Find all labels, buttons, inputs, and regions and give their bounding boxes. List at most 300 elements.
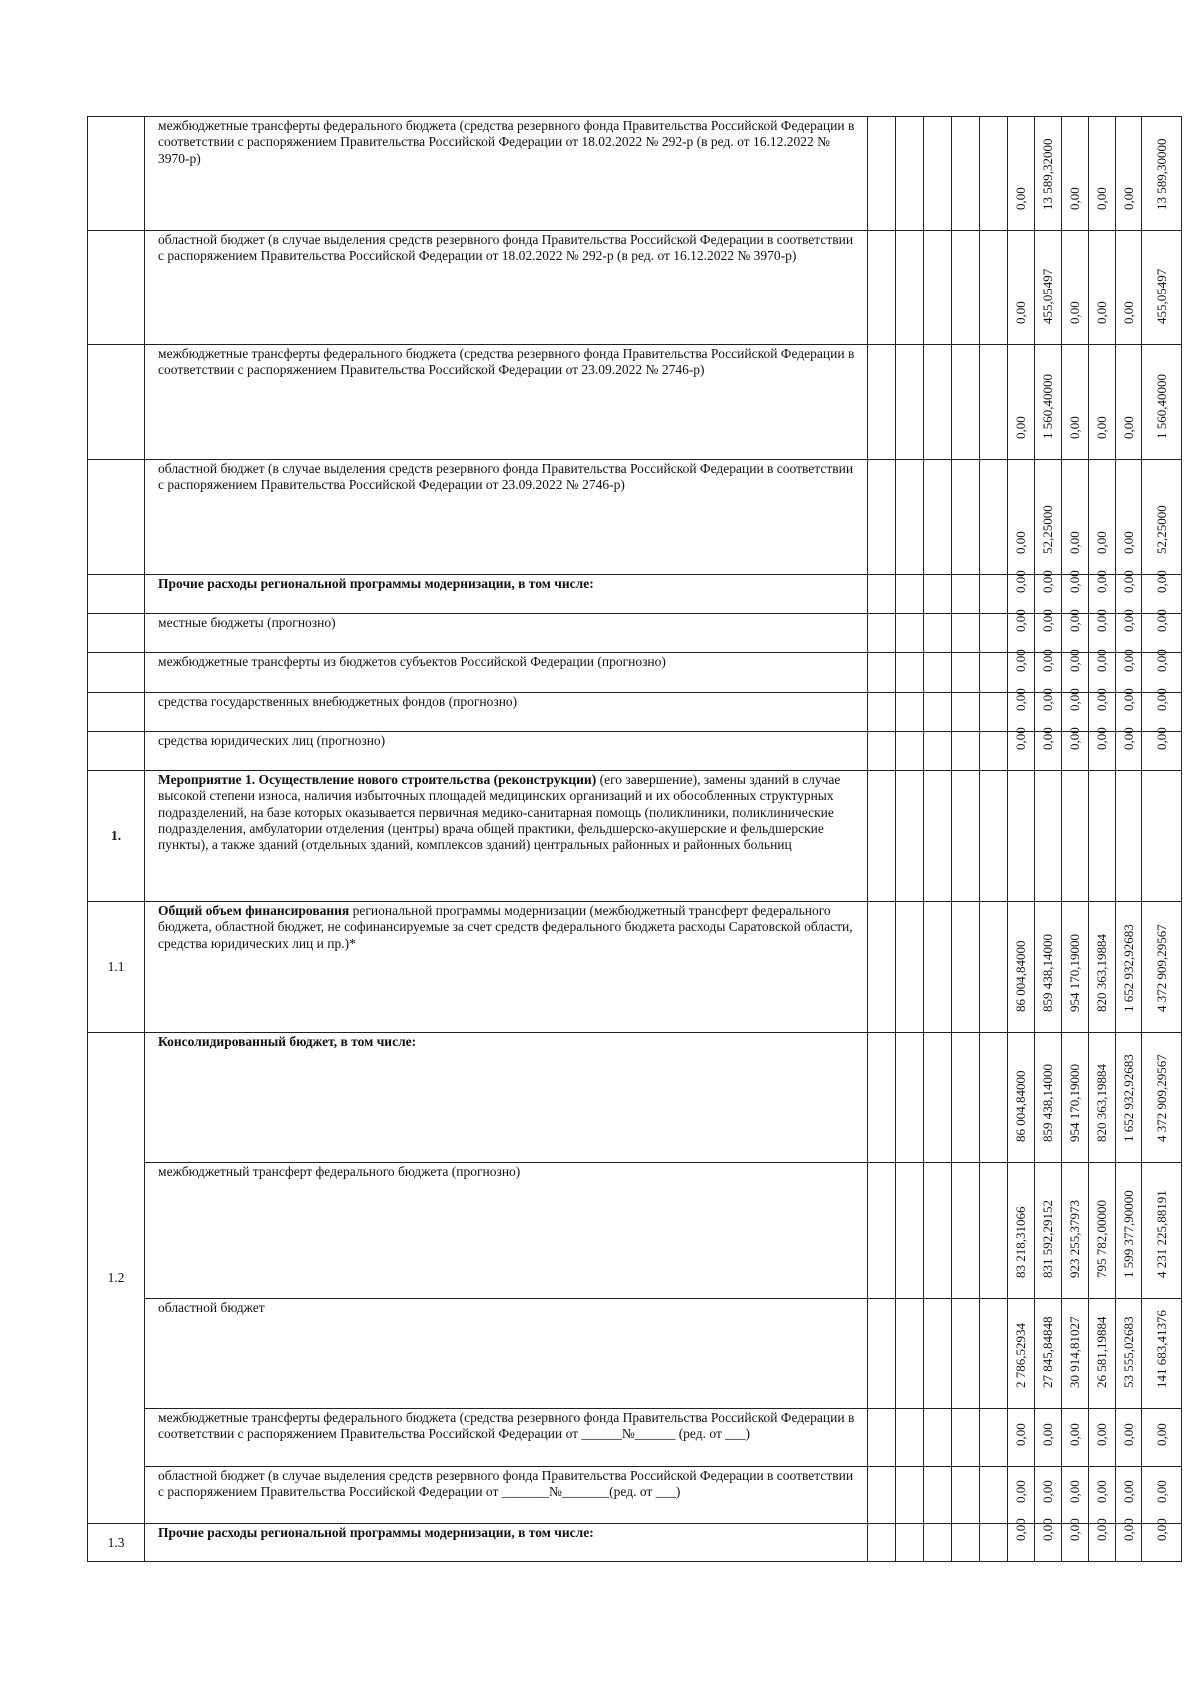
value-cell-year-3 bbox=[1061, 117, 1088, 231]
empty-cell bbox=[979, 345, 1007, 460]
empty-cell bbox=[923, 1033, 951, 1163]
value-text: 0,00 bbox=[1012, 416, 1028, 439]
empty-cell bbox=[895, 575, 923, 614]
row-bold-label: Прочие расходы региональной программы модернизации, в том числе: bbox=[158, 576, 594, 591]
value-text: 53 555,02683 bbox=[1120, 1316, 1136, 1388]
value-text: 83 218,31066 bbox=[1012, 1206, 1028, 1278]
value-text: 2 786,52934 bbox=[1012, 1323, 1028, 1388]
value-cell-year-1 bbox=[1007, 460, 1034, 575]
table-row bbox=[88, 345, 1182, 460]
value-cell-year-3 bbox=[1061, 231, 1088, 345]
value-cell-year-1 bbox=[1007, 1518, 1034, 1562]
value-cell-year-1 bbox=[1007, 117, 1034, 231]
value-cell-year-2 bbox=[1034, 570, 1061, 614]
row-number bbox=[88, 345, 145, 460]
value-text: 0,00 bbox=[1039, 688, 1055, 711]
value-cell-year-3 bbox=[1061, 570, 1088, 614]
value-text: 0,00 bbox=[1012, 727, 1028, 750]
value-cell-year-4 bbox=[1088, 1163, 1115, 1299]
value-text: 0,00 bbox=[1120, 1423, 1136, 1446]
value-text: 0,00 bbox=[1153, 688, 1169, 711]
value-text: 0,00 bbox=[1066, 187, 1082, 210]
empty-cell bbox=[951, 231, 979, 345]
value-text: 26 581,19884 bbox=[1093, 1316, 1109, 1388]
value-cell-year-5 bbox=[1115, 1299, 1142, 1409]
table-row bbox=[88, 732, 1182, 771]
empty-cell bbox=[979, 1524, 1007, 1562]
value-cell-year-1 bbox=[1007, 345, 1034, 460]
row-bold-label: Консолидированный бюджет, в том числе: bbox=[158, 1034, 417, 1049]
value-cell-total bbox=[1142, 1518, 1182, 1562]
value-text: 0,00 bbox=[1066, 416, 1082, 439]
value-cell-year-4 bbox=[1088, 688, 1115, 732]
value-text: 0,00 bbox=[1012, 609, 1028, 632]
value-cell-year-5 bbox=[1115, 1163, 1142, 1299]
row-description bbox=[145, 1524, 868, 1562]
value-text: 859 438,14000 bbox=[1039, 934, 1055, 1012]
value-cell-year-3 bbox=[1061, 460, 1088, 575]
empty-cell bbox=[895, 1409, 923, 1467]
value-cell-year-4 bbox=[1088, 1299, 1115, 1409]
row-description bbox=[145, 771, 868, 902]
value-cell-year-4 bbox=[1088, 1467, 1115, 1524]
row-description bbox=[145, 1409, 868, 1467]
value-text: 0,00 bbox=[1093, 727, 1109, 750]
value-text: 4 231 225,88191 bbox=[1153, 1190, 1169, 1278]
value-cell-year-1 bbox=[1007, 1467, 1034, 1524]
value-cell-year-1 bbox=[1007, 688, 1034, 732]
value-text: 0,00 bbox=[1012, 531, 1028, 554]
value-cell-year-4 bbox=[1088, 117, 1115, 231]
empty-cell bbox=[923, 117, 951, 231]
value-text: 0,00 bbox=[1012, 301, 1028, 324]
empty-cell bbox=[895, 231, 923, 345]
row-text: средства государственных внебюджетных фондов (прогнозно) bbox=[158, 694, 518, 709]
value-text: 0,00 bbox=[1120, 531, 1136, 554]
value-text: 86 004,84000 bbox=[1012, 940, 1028, 1012]
value-text: 0,00 bbox=[1093, 1480, 1109, 1503]
value-cell-year-2 bbox=[1034, 771, 1061, 902]
row-description bbox=[145, 693, 868, 732]
row-text: межбюджетные трансферты из бюджетов субъектов Российской Федерации (прогнозно) bbox=[158, 654, 666, 669]
empty-cell bbox=[923, 732, 951, 771]
value-cell-total bbox=[1142, 345, 1182, 460]
empty-cell bbox=[951, 345, 979, 460]
empty-cell bbox=[951, 575, 979, 614]
value-text: 0,00 bbox=[1153, 609, 1169, 632]
value-cell-year-5 bbox=[1115, 117, 1142, 231]
empty-cell bbox=[951, 117, 979, 231]
empty-cell bbox=[979, 1163, 1007, 1299]
empty-cell bbox=[895, 345, 923, 460]
table-row bbox=[88, 1163, 1182, 1299]
table-row bbox=[88, 1467, 1182, 1524]
row-text: межбюджетные трансферты федерального бюджета (средства резервного фонда Правительства Российской Федерации в соответствии с распоряжением Правительства Российской Федерации от 18.02.2022 № 292-р (в ред. от 16.12.2022 № 3970-р) bbox=[158, 118, 855, 166]
empty-cell bbox=[923, 614, 951, 653]
value-text: 4 372 909,29567 bbox=[1153, 924, 1169, 1012]
empty-cell bbox=[867, 902, 895, 1033]
empty-cell bbox=[867, 1163, 895, 1299]
empty-cell bbox=[979, 732, 1007, 771]
empty-cell bbox=[923, 1524, 951, 1562]
empty-cell bbox=[867, 231, 895, 345]
empty-cell bbox=[895, 902, 923, 1033]
value-cell-year-2 bbox=[1034, 460, 1061, 575]
row-number bbox=[88, 117, 145, 231]
empty-cell bbox=[895, 1163, 923, 1299]
value-cell-year-5 bbox=[1115, 1033, 1142, 1163]
empty-cell bbox=[867, 693, 895, 732]
value-text: 0,00 bbox=[1153, 570, 1169, 593]
empty-cell bbox=[979, 771, 1007, 902]
value-text: 0,00 bbox=[1120, 649, 1136, 672]
value-text: 0,00 bbox=[1093, 649, 1109, 672]
value-cell-year-1 bbox=[1007, 1163, 1034, 1299]
value-cell-total bbox=[1142, 1409, 1182, 1467]
value-cell-year-2 bbox=[1034, 117, 1061, 231]
value-text: 0,00 bbox=[1066, 727, 1082, 750]
value-text: 0,00 bbox=[1039, 1423, 1055, 1446]
value-cell-total bbox=[1142, 1299, 1182, 1409]
table-row bbox=[88, 1409, 1182, 1467]
empty-cell bbox=[979, 614, 1007, 653]
value-text: 0,00 bbox=[1039, 1480, 1055, 1503]
value-text: 86 004,84000 bbox=[1012, 1070, 1028, 1142]
value-text: 954 170,19000 bbox=[1066, 934, 1082, 1012]
value-cell-year-3 bbox=[1061, 688, 1088, 732]
row-text: средства юридических лиц (прогнозно) bbox=[158, 733, 386, 748]
row-text: областной бюджет (в случае выделения средств резервного фонда Правительства Российской Федерации в соответствии с распоряжением Правительства Российской Федерации от _______№_______(ред. от ___) bbox=[158, 1468, 854, 1500]
empty-cell bbox=[979, 575, 1007, 614]
value-cell-year-4 bbox=[1088, 1409, 1115, 1467]
value-cell-year-5 bbox=[1115, 570, 1142, 614]
empty-cell bbox=[867, 653, 895, 693]
table-row bbox=[88, 1299, 1182, 1409]
row-description bbox=[145, 231, 868, 345]
empty-cell bbox=[979, 693, 1007, 732]
value-text: 0,00 bbox=[1093, 609, 1109, 632]
value-cell-total bbox=[1142, 1033, 1182, 1163]
value-cell-year-4 bbox=[1088, 902, 1115, 1033]
empty-cell bbox=[923, 1299, 951, 1409]
empty-cell bbox=[923, 345, 951, 460]
value-cell-year-3 bbox=[1061, 727, 1088, 771]
row-text: региональной программы модернизации (межбюджетный трансферт федерального бюджета, областной бюджет, не софинансируемые за счет средств федерального бюджета расходы Саратовской области, средства юридических лиц и пр.)* bbox=[158, 903, 853, 951]
value-cell-total bbox=[1142, 688, 1182, 732]
value-text: 0,00 bbox=[1012, 1423, 1028, 1446]
row-description bbox=[145, 575, 868, 614]
value-text: 820 363,19884 bbox=[1093, 1064, 1109, 1142]
value-cell-total bbox=[1142, 1467, 1182, 1524]
value-cell-year-3 bbox=[1061, 1518, 1088, 1562]
value-text: 0,00 bbox=[1093, 570, 1109, 593]
row-description bbox=[145, 117, 868, 231]
value-cell-year-3 bbox=[1061, 1467, 1088, 1524]
value-text: 0,00 bbox=[1066, 301, 1082, 324]
empty-cell bbox=[867, 117, 895, 231]
value-text: 455,05497 bbox=[1153, 268, 1169, 324]
value-cell-year-1 bbox=[1007, 1299, 1034, 1409]
empty-cell bbox=[867, 1409, 895, 1467]
row-description bbox=[145, 902, 868, 1033]
empty-cell bbox=[867, 1467, 895, 1524]
value-cell-total bbox=[1142, 231, 1182, 345]
empty-cell bbox=[895, 653, 923, 693]
value-text: 0,00 bbox=[1153, 1518, 1169, 1541]
value-cell-year-5 bbox=[1115, 1518, 1142, 1562]
empty-cell bbox=[895, 117, 923, 231]
value-cell-total bbox=[1142, 460, 1182, 575]
value-cell-year-5 bbox=[1115, 460, 1142, 575]
empty-cell bbox=[867, 732, 895, 771]
value-text: 0,00 bbox=[1153, 727, 1169, 750]
value-text: 4 372 909,29567 bbox=[1153, 1054, 1169, 1142]
empty-cell bbox=[867, 614, 895, 653]
empty-cell bbox=[951, 1524, 979, 1562]
value-cell-year-1 bbox=[1007, 727, 1034, 771]
value-text: 52,25000 bbox=[1039, 505, 1055, 554]
empty-cell bbox=[979, 902, 1007, 1033]
empty-cell bbox=[951, 1163, 979, 1299]
value-cell-year-5 bbox=[1115, 1467, 1142, 1524]
empty-cell bbox=[923, 653, 951, 693]
empty-cell bbox=[867, 460, 895, 575]
empty-cell bbox=[923, 693, 951, 732]
empty-cell bbox=[951, 1467, 979, 1524]
row-text: межбюджетные трансферты федерального бюджета (средства резервного фонда Правительства Российской Федерации в соответствии с распоряжением Правительства Российской Федерации от ______№______ (ред. от ___) bbox=[158, 1410, 855, 1442]
value-cell-year-4 bbox=[1088, 609, 1115, 653]
empty-cell bbox=[951, 771, 979, 902]
row-number: 1.1 bbox=[88, 902, 145, 1033]
row-number bbox=[88, 693, 145, 732]
empty-cell bbox=[867, 771, 895, 902]
empty-cell bbox=[979, 1409, 1007, 1467]
row-text: (его завершение), замены зданий в случае высокой степени износа, наличия избыточных площадей медицинских организаций и их обособленных структурных подразделений, на базе которых оказывается первичная медико-санитарная помощь (поликлиники, поликлинические подразделения, амбулатории отделения (центры) врача общей практики, фельдшерско-акушерские и фельдшерские пункты), а также зданий (отдельных зданий, комплексов зданий) центральных районных и районных больниц bbox=[158, 772, 841, 853]
empty-cell bbox=[895, 1467, 923, 1524]
table-row bbox=[88, 1033, 1182, 1163]
empty-cell bbox=[951, 614, 979, 653]
value-text: 0,00 bbox=[1039, 570, 1055, 593]
value-text: 0,00 bbox=[1093, 688, 1109, 711]
value-cell-year-2 bbox=[1034, 1467, 1061, 1524]
value-text: 0,00 bbox=[1120, 301, 1136, 324]
value-text: 52,25000 bbox=[1153, 505, 1169, 554]
value-cell-year-4 bbox=[1088, 460, 1115, 575]
value-text: 0,00 bbox=[1012, 688, 1028, 711]
value-cell-year-4 bbox=[1088, 231, 1115, 345]
value-text: 0,00 bbox=[1120, 187, 1136, 210]
value-text: 0,00 bbox=[1066, 531, 1082, 554]
row-text: областной бюджет bbox=[158, 1300, 265, 1315]
row-description bbox=[145, 1033, 868, 1163]
value-text: 0,00 bbox=[1153, 649, 1169, 672]
table-row bbox=[88, 1524, 1182, 1562]
empty-cell bbox=[867, 575, 895, 614]
row-description bbox=[145, 345, 868, 460]
value-cell-year-2 bbox=[1034, 1299, 1061, 1409]
value-cell-year-3 bbox=[1061, 609, 1088, 653]
table-row bbox=[88, 614, 1182, 653]
empty-cell bbox=[923, 575, 951, 614]
value-text: 923 255,37973 bbox=[1066, 1200, 1082, 1278]
empty-cell bbox=[895, 771, 923, 902]
table-row bbox=[88, 653, 1182, 693]
value-text: 795 782,00000 bbox=[1093, 1200, 1109, 1278]
value-text: 27 845,84848 bbox=[1039, 1316, 1055, 1388]
value-text: 0,00 bbox=[1093, 1423, 1109, 1446]
value-text: 0,00 bbox=[1120, 1518, 1136, 1541]
empty-cell bbox=[895, 1524, 923, 1562]
empty-cell bbox=[867, 345, 895, 460]
value-text: 0,00 bbox=[1120, 688, 1136, 711]
value-cell-year-2 bbox=[1034, 1409, 1061, 1467]
value-text: 0,00 bbox=[1012, 187, 1028, 210]
value-text: 1 560,40000 bbox=[1039, 374, 1055, 439]
value-cell-total bbox=[1142, 609, 1182, 653]
value-text: 820 363,19884 bbox=[1093, 934, 1109, 1012]
value-cell-year-2 bbox=[1034, 1518, 1061, 1562]
value-cell-year-4 bbox=[1088, 771, 1115, 902]
empty-cell bbox=[895, 460, 923, 575]
value-text: 0,00 bbox=[1012, 1480, 1028, 1503]
value-cell-year-3 bbox=[1061, 1163, 1088, 1299]
value-cell-year-2 bbox=[1034, 649, 1061, 693]
empty-cell bbox=[867, 1299, 895, 1409]
value-cell-total bbox=[1142, 117, 1182, 231]
value-cell-year-1 bbox=[1007, 231, 1034, 345]
empty-cell bbox=[979, 1033, 1007, 1163]
empty-cell bbox=[867, 1033, 895, 1163]
value-cell-year-3 bbox=[1061, 649, 1088, 693]
row-text: межбюджетные трансферты федерального бюджета (средства резервного фонда Правительства Российской Федерации в соответствии с распоряжением Правительства Российской Федерации от 23.09.2022 № 2746-р) bbox=[158, 346, 855, 378]
row-description bbox=[145, 653, 868, 693]
value-text: 0,00 bbox=[1039, 1518, 1055, 1541]
empty-cell bbox=[979, 653, 1007, 693]
value-cell-year-1 bbox=[1007, 771, 1034, 902]
value-cell-year-1 bbox=[1007, 649, 1034, 693]
row-text: областной бюджет (в случае выделения средств резервного фонда Правительства Российской Федерации в соответствии с распоряжением Правительства Российской Федерации от 18.02.2022 № 292-р (в ред. от 16.12.2022 № 3970-р) bbox=[158, 232, 854, 264]
value-cell-total bbox=[1142, 902, 1182, 1033]
value-text: 13 589,32000 bbox=[1039, 138, 1055, 210]
row-bold-label: Мероприятие 1. Осуществление нового строительства (реконструкции) bbox=[158, 772, 597, 787]
empty-cell bbox=[895, 693, 923, 732]
value-cell-year-1 bbox=[1007, 570, 1034, 614]
value-cell-year-5 bbox=[1115, 609, 1142, 653]
value-text: 141 683,41376 bbox=[1153, 1310, 1169, 1388]
value-text: 0,00 bbox=[1093, 301, 1109, 324]
table-row bbox=[88, 693, 1182, 732]
value-cell-year-3 bbox=[1061, 345, 1088, 460]
value-text: 0,00 bbox=[1039, 649, 1055, 672]
empty-cell bbox=[923, 1467, 951, 1524]
empty-cell bbox=[895, 1033, 923, 1163]
value-cell-year-3 bbox=[1061, 771, 1088, 902]
empty-cell bbox=[923, 771, 951, 902]
value-text: 0,00 bbox=[1066, 1518, 1082, 1541]
value-cell-year-2 bbox=[1034, 727, 1061, 771]
value-cell-year-5 bbox=[1115, 345, 1142, 460]
empty-cell bbox=[979, 117, 1007, 231]
empty-cell bbox=[951, 1299, 979, 1409]
empty-cell bbox=[923, 231, 951, 345]
empty-cell bbox=[951, 1409, 979, 1467]
value-cell-year-2 bbox=[1034, 1163, 1061, 1299]
row-description bbox=[145, 460, 868, 575]
empty-cell bbox=[979, 1467, 1007, 1524]
value-cell-year-2 bbox=[1034, 902, 1061, 1033]
value-text: 0,00 bbox=[1066, 609, 1082, 632]
value-cell-year-5 bbox=[1115, 727, 1142, 771]
value-text: 0,00 bbox=[1093, 531, 1109, 554]
value-text: 0,00 bbox=[1120, 416, 1136, 439]
value-cell-year-3 bbox=[1061, 1033, 1088, 1163]
row-number bbox=[88, 653, 145, 693]
value-text: 0,00 bbox=[1153, 1423, 1169, 1446]
row-number: 1. bbox=[88, 771, 145, 902]
empty-cell bbox=[951, 1033, 979, 1163]
value-text: 954 170,19000 bbox=[1066, 1064, 1082, 1142]
value-text: 0,00 bbox=[1120, 1480, 1136, 1503]
row-text: межбюджетный трансферт федерального бюджета (прогнозно) bbox=[158, 1164, 521, 1179]
value-cell-year-5 bbox=[1115, 231, 1142, 345]
row-number: 1.3 bbox=[88, 1524, 145, 1562]
empty-cell bbox=[979, 1299, 1007, 1409]
empty-cell bbox=[867, 1524, 895, 1562]
value-cell-year-5 bbox=[1115, 649, 1142, 693]
value-text: 0,00 bbox=[1066, 649, 1082, 672]
value-cell-year-1 bbox=[1007, 609, 1034, 653]
value-text: 0,00 bbox=[1093, 416, 1109, 439]
row-description bbox=[145, 1163, 868, 1299]
row-description bbox=[145, 732, 868, 771]
row-description bbox=[145, 614, 868, 653]
value-cell-year-3 bbox=[1061, 902, 1088, 1033]
empty-cell bbox=[895, 614, 923, 653]
table-row bbox=[88, 902, 1182, 1033]
value-text: 0,00 bbox=[1039, 727, 1055, 750]
value-text: 831 592,29152 bbox=[1039, 1200, 1055, 1278]
value-text: 1 599 377,90000 bbox=[1120, 1190, 1136, 1278]
value-text: 30 914,81027 bbox=[1066, 1316, 1082, 1388]
empty-cell bbox=[923, 1409, 951, 1467]
row-text: областной бюджет (в случае выделения средств резервного фонда Правительства Российской Федерации в соответствии с распоряжением Правительства Российской Федерации от 23.09.2022 № 2746-р) bbox=[158, 461, 854, 493]
value-text: 13 589,30000 bbox=[1153, 138, 1169, 210]
value-text: 0,00 bbox=[1153, 1480, 1169, 1503]
table-row bbox=[88, 117, 1182, 231]
value-cell-year-4 bbox=[1088, 570, 1115, 614]
value-cell-year-4 bbox=[1088, 1518, 1115, 1562]
value-cell-year-2 bbox=[1034, 1033, 1061, 1163]
row-number bbox=[88, 460, 145, 575]
value-text: 0,00 bbox=[1066, 688, 1082, 711]
value-text: 0,00 bbox=[1066, 570, 1082, 593]
value-text: 0,00 bbox=[1120, 609, 1136, 632]
row-number: 1.2 bbox=[88, 1033, 145, 1524]
row-number bbox=[88, 231, 145, 345]
value-text: 1 560,40000 bbox=[1153, 374, 1169, 439]
value-text: 0,00 bbox=[1012, 649, 1028, 672]
value-cell-year-5 bbox=[1115, 902, 1142, 1033]
row-bold-label: Прочие расходы региональной программы модернизации, в том числе: bbox=[158, 1525, 594, 1540]
value-cell-year-5 bbox=[1115, 771, 1142, 902]
value-text: 1 652 932,92683 bbox=[1120, 924, 1136, 1012]
empty-cell bbox=[895, 732, 923, 771]
value-text: 0,00 bbox=[1012, 1518, 1028, 1541]
row-number bbox=[88, 575, 145, 614]
value-cell-total bbox=[1142, 1163, 1182, 1299]
financing-table bbox=[87, 116, 1182, 1562]
value-cell-year-4 bbox=[1088, 727, 1115, 771]
